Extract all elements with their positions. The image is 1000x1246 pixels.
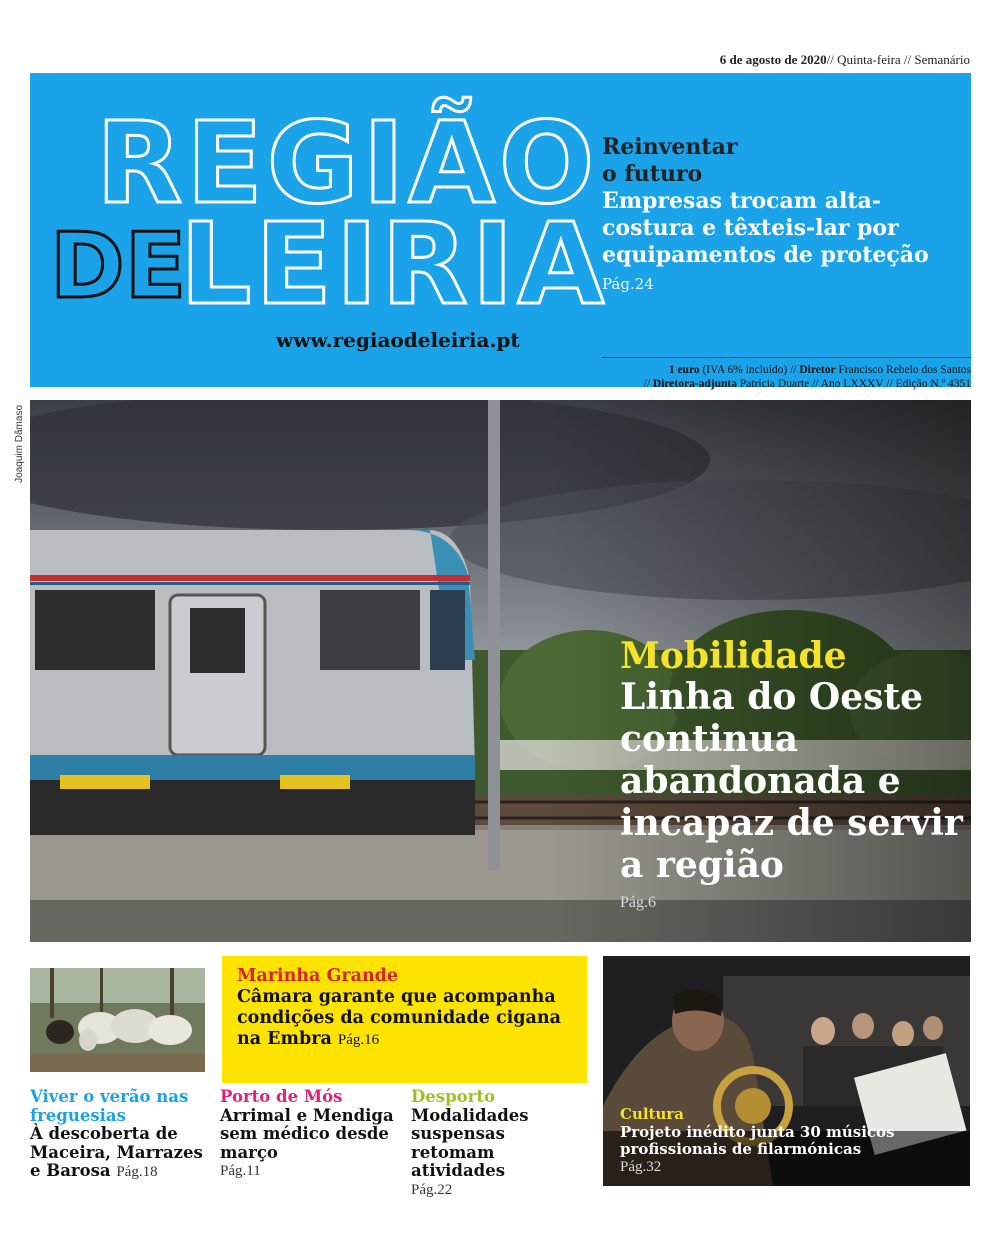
dateline [720, 52, 970, 68]
yellow-story-page: Pág.16 [337, 1032, 380, 1048]
deputy-label: Diretora-adjunta [652, 378, 738, 390]
price: 1 euro [668, 364, 700, 376]
brief-freguesias[interactable] [30, 1088, 210, 1182]
issue-weekday: // Quinta-feira // Semanário [826, 52, 970, 67]
director-label: Diretor [799, 364, 836, 376]
photo-credit: Joaquim Dâmaso [14, 405, 25, 483]
yellow-story[interactable] [237, 966, 577, 1051]
brief-page: Pág.22 [411, 1181, 453, 1198]
top-story-page: Pág.24 [602, 275, 654, 293]
logo-leiria: LEIRIA [180, 200, 609, 330]
culture-story[interactable] [620, 1106, 960, 1176]
culture-headline: Projeto inédito junta 30 músicos profissionais de filarmónicas [620, 1122, 895, 1158]
main-kicker: Mobilidade [620, 635, 847, 677]
culture-kicker: Cultura [620, 1105, 684, 1123]
logo-de: DE [50, 214, 187, 319]
logo-regiao[interactable]: REGIÃO [96, 99, 599, 229]
main-story[interactable] [620, 636, 970, 912]
brief-desporto[interactable] [411, 1088, 591, 1199]
sheep-photo[interactable] [30, 968, 205, 1072]
deputy-name: Patrícia Duarte [739, 378, 810, 390]
brief-headline: Arrimal e Mendiga sem médico desde março [220, 1105, 394, 1162]
sheep-photo-illustration [30, 968, 205, 1072]
top-story-kicker-2: o futuro [602, 161, 703, 187]
info-bar: 1 euro (IVA 6% incluído) // Diretor Francisco Rebelo dos Santos // Diretora-adjunta Patrícia Duarte // Ano LXXXV // Edição N.º 4351 [602, 357, 971, 391]
vat-note: (IVA 6% incluído) // [702, 364, 797, 376]
main-page: Pág.6 [620, 894, 656, 911]
website-url[interactable]: www.regiaodeleiria.pt [276, 328, 520, 352]
top-story-headline: Empresas trocam alta-costura e têxteis-lar por equipamentos de proteção [602, 188, 929, 268]
brief-page: Pág.18 [116, 1164, 158, 1180]
brief-page: Pág.11 [220, 1163, 261, 1179]
top-story-kicker-1: Reinventar [602, 134, 738, 160]
edition-info: // Ano LXXXV // Edição N.º 4351 [812, 378, 971, 390]
top-story[interactable] [602, 134, 962, 298]
brief-kicker: Viver o verão nas freguesias [30, 1087, 189, 1125]
brief-headline: À descoberta de Maceira, Marrazes e Barosa [30, 1124, 203, 1180]
yellow-story-headline: Câmara garante que acompanha condições da comunidade cigana na Embra [237, 987, 561, 1049]
yellow-story-kicker: Marinha Grande [237, 966, 399, 986]
brief-headline: Modalidades suspensas retomam atividades [411, 1105, 529, 1180]
culture-page: Pág.32 [620, 1158, 662, 1175]
brief-porto-de-mos[interactable] [220, 1088, 400, 1181]
brief-kicker: Desporto [411, 1087, 495, 1106]
issue-date: 6 de agosto de 2020 [719, 52, 827, 67]
brief-kicker: Porto de Mós [220, 1087, 343, 1106]
main-headline: Linha do Oeste continua abandonada e incapaz de servir a região [620, 676, 963, 886]
director-name: Francisco Rebelo dos Santos [838, 364, 971, 376]
